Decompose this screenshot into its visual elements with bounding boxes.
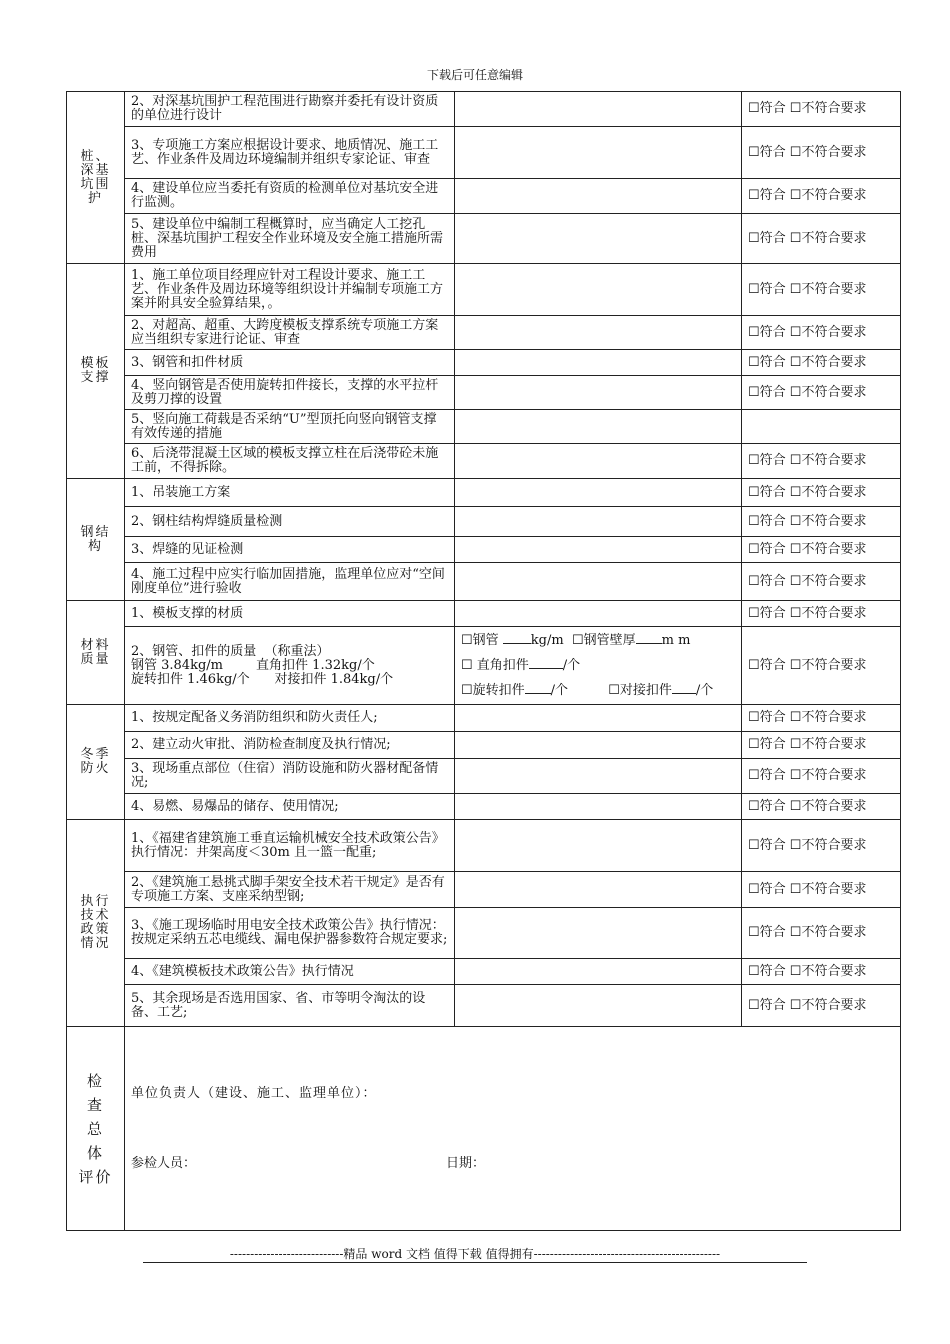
option-ok[interactable]: ☐符合 [748, 798, 786, 814]
result-options[interactable] [742, 214, 901, 264]
table-row [67, 537, 901, 563]
record-cell[interactable] [455, 705, 742, 732]
option-ok[interactable]: ☐符合 [748, 324, 786, 340]
category-evaluation: 检 查 总 体 评价 [67, 1027, 125, 1231]
option-ok[interactable]: ☐符合 [748, 484, 786, 500]
result-options[interactable] [742, 601, 901, 627]
record-cell[interactable] [455, 92, 742, 127]
result-options[interactable] [742, 872, 901, 908]
table-row [67, 601, 901, 627]
result-options[interactable] [742, 985, 901, 1027]
option-ok[interactable]: ☐符合 [748, 281, 786, 297]
category-policy: 执行技术政策情况 [67, 820, 125, 1027]
option-not-ok[interactable]: ☐不符合要求 [789, 230, 867, 246]
weight-fields [455, 627, 742, 705]
check-item: 4、竖向钢管是否使用旋转扣件接长，支撑的水平拉杆及剪刀撑的设置 [125, 376, 455, 410]
right-angle-input[interactable] [529, 656, 563, 669]
wall-thickness-input[interactable] [636, 631, 662, 644]
table-row [67, 479, 901, 507]
record-cell[interactable] [455, 214, 742, 264]
check-item: 6、后浇带混凝土区域的模板支撑立柱在后浇带砼未施工前，不得拆除。 [125, 444, 455, 479]
category-formwork: 模板支撑 [67, 264, 125, 479]
option-not-ok[interactable]: ☐不符合要求 [789, 768, 867, 783]
check-item: 2、建立动火审批、消防检查制度及执行情况; [125, 732, 455, 759]
option-not-ok[interactable]: ☐不符合要求 [789, 925, 867, 940]
result-options[interactable] [742, 794, 901, 820]
weight-pipe-right-angle: 钢管 3.84kg/m 直角扣件 1.32kg/个 [131, 657, 375, 673]
option-ok[interactable]: ☐符合 [748, 997, 786, 1013]
table-row [67, 872, 901, 908]
table-row [67, 563, 901, 601]
check-item: 5、竖向施工荷载是否采纳“U”型顶托向竖向钢管支撑有效传递的措施 [125, 410, 455, 444]
option-ok[interactable]: ☐符合 [748, 453, 786, 468]
option-ok[interactable]: ☐符合 [748, 573, 786, 589]
table-row [67, 507, 901, 537]
category-steel: 钢结构 [67, 479, 125, 601]
table-row [67, 985, 901, 1027]
check-item: 2、对深基坑围护工程范围进行勘察并委托有设计资质的单位进行设计 [125, 92, 455, 127]
option-not-ok[interactable]: ☐不符合要求 [789, 281, 867, 297]
table-row [67, 759, 901, 794]
record-cell[interactable] [455, 959, 742, 985]
table-row [67, 127, 901, 179]
table-row [67, 444, 901, 479]
option-not-ok[interactable]: ☐不符合要求 [789, 384, 867, 400]
option-ok[interactable]: ☐符合 [748, 881, 786, 897]
category-pile: 桩、深基坑围护 [67, 92, 125, 264]
option-ok[interactable]: ☐符合 [748, 837, 786, 853]
record-cell[interactable] [455, 350, 742, 376]
butt-unit: /个 [695, 683, 714, 698]
participants-label: 参检人员： [131, 1155, 197, 1171]
check-item: 4、易燃、易爆品的储存、使用情况; [125, 794, 455, 820]
check-item: 3、《施工现场临时用电安全技术政策公告》执行情况：按规定采纳五芯电缆线、漏电保护器参数符合规定要求; [125, 908, 455, 959]
record-cell[interactable] [455, 872, 742, 908]
option-ok[interactable]: ☐符合 [748, 541, 786, 557]
option-ok[interactable]: ☐符合 [748, 605, 786, 621]
check-item: 3、焊缝的见证检测 [125, 537, 455, 563]
steel-pipe-checkbox[interactable]: ☐钢管 [461, 633, 503, 648]
wall-thickness-unit: m m [661, 633, 691, 648]
swivel-unit: /个 [550, 683, 569, 698]
table-row [67, 794, 901, 820]
check-item: 1、模板支撑的材质 [125, 601, 455, 627]
result-options[interactable] [742, 264, 901, 316]
table-row [67, 1027, 901, 1231]
result-options[interactable] [742, 820, 901, 872]
result-empty[interactable] [742, 410, 901, 444]
result-options[interactable] [742, 316, 901, 350]
result-options[interactable] [742, 563, 901, 601]
option-ok[interactable]: ☐符合 [748, 963, 786, 979]
table-row [67, 376, 901, 410]
footer-divider [143, 1262, 807, 1263]
result-options[interactable] [742, 705, 901, 732]
table-row [67, 627, 901, 705]
weight-title: 2、钢管、扣件的质量 （称重法） [131, 643, 330, 659]
right-angle-checkbox[interactable]: ☐ 直角扣件 [461, 658, 529, 673]
option-not-ok[interactable]: ☐不符合要求 [789, 997, 867, 1013]
butt-checkbox[interactable]: ☐对接扣件 [608, 683, 672, 698]
wall-thickness-checkbox[interactable]: ☐钢管壁厚 [571, 633, 636, 648]
option-not-ok[interactable]: ☐不符合要求 [789, 881, 867, 897]
record-cell[interactable] [455, 179, 742, 214]
record-cell[interactable] [455, 316, 742, 350]
record-cell[interactable] [455, 376, 742, 410]
option-not-ok[interactable]: ☐不符合要求 [789, 513, 867, 529]
record-cell[interactable] [455, 444, 742, 479]
option-not-ok[interactable]: ☐不符合要求 [789, 737, 867, 752]
option-not-ok[interactable]: ☐不符合要求 [789, 453, 867, 468]
responsible-label: 单位负责人（建设、施工、监理单位）： [131, 1085, 377, 1101]
check-item: 2、《建筑施工悬挑式脚手架安全技术若干规定》是否有专项施工方案、支座采纳型钢; [125, 872, 455, 908]
table-row [67, 732, 901, 759]
result-options[interactable] [742, 92, 901, 127]
record-cell[interactable] [455, 479, 742, 507]
table-row [67, 959, 901, 985]
option-ok[interactable]: ☐符合 [748, 513, 786, 529]
swivel-checkbox[interactable]: ☐旋转扣件 [461, 683, 525, 698]
sign-row [131, 1157, 894, 1171]
check-item: 1、施工单位项目经理应针对工程设计要求、施工工艺、作业条件及周边环境等组织设计并编制专项施工方案并附具安全验算结果，。 [125, 264, 455, 316]
result-options[interactable] [742, 959, 901, 985]
result-options[interactable] [742, 179, 901, 214]
result-options[interactable] [742, 479, 901, 507]
record-cell[interactable] [455, 820, 742, 872]
category-winter: 冬季防火 [67, 705, 125, 820]
option-ok[interactable]: ☐符合 [748, 925, 786, 940]
record-cell[interactable] [455, 410, 742, 444]
record-cell[interactable] [455, 563, 742, 601]
option-not-ok[interactable]: ☐不符合要求 [789, 144, 867, 160]
category-material: 材料质量 [67, 601, 125, 705]
table-row [67, 92, 901, 127]
check-item: 1、《福建省建筑施工垂直运输机械安全技术政策公告》执行情况：井架高度＜30m 且一篮一配重; [125, 820, 455, 872]
option-not-ok[interactable]: ☐不符合要求 [789, 605, 867, 621]
option-not-ok[interactable]: ☐不符合要求 [789, 710, 867, 725]
option-ok[interactable]: ☐符合 [748, 710, 786, 725]
check-item: 1、按规定配备义务消防组织和防火责任人; [125, 705, 455, 732]
table-row [67, 264, 901, 316]
option-not-ok[interactable]: ☐不符合要求 [789, 657, 867, 673]
evaluation-area[interactable] [125, 1027, 901, 1231]
record-cell[interactable] [455, 985, 742, 1027]
option-not-ok[interactable]: ☐不符合要求 [789, 798, 867, 814]
option-ok[interactable]: ☐符合 [748, 768, 786, 783]
table-row [67, 705, 901, 732]
table-row [67, 908, 901, 959]
option-ok[interactable]: ☐符合 [748, 101, 786, 116]
swivel-input[interactable] [525, 681, 551, 694]
option-not-ok[interactable]: ☐不符合要求 [789, 101, 867, 116]
check-item: 3、专项施工方案应根据设计要求、地质情况、施工工艺、作业条件及周边环境编制并组织专家论证、审查 [125, 127, 455, 179]
option-ok[interactable]: ☐符合 [748, 737, 786, 752]
right-angle-unit: /个 [562, 658, 581, 673]
check-item: 5、其余现场是否选用国家、省、市等明令淘汰的设备、工艺; [125, 985, 455, 1027]
check-item: 4、建设单位应当委托有资质的检测单位对基坑安全进行监测。 [125, 179, 455, 214]
check-item: 2、对超高、超重、大跨度模板支撑系统专项施工方案应当组织专家进行论证、审查 [125, 316, 455, 350]
result-options[interactable] [742, 537, 901, 563]
result-options[interactable] [742, 507, 901, 537]
option-not-ok[interactable]: ☐不符合要求 [789, 837, 867, 853]
check-item: 4、《建筑模板技术政策公告》执行情况 [125, 959, 455, 985]
result-options[interactable] [742, 350, 901, 376]
table-row [67, 214, 901, 264]
option-ok[interactable]: ☐符合 [748, 144, 786, 160]
check-item-weights [125, 627, 455, 705]
option-not-ok[interactable]: ☐不符合要求 [789, 963, 867, 979]
option-not-ok[interactable]: ☐不符合要求 [789, 541, 867, 557]
option-ok[interactable]: ☐符合 [748, 354, 786, 370]
record-cell[interactable] [455, 507, 742, 537]
inspection-table [66, 91, 901, 1231]
option-ok[interactable]: ☐符合 [748, 384, 786, 400]
option-not-ok[interactable]: ☐不符合要求 [789, 324, 867, 340]
check-item: 2、钢柱结构焊缝质量检测 [125, 507, 455, 537]
record-cell[interactable] [455, 264, 742, 316]
check-item: 4、施工过程中应实行临加固措施，监理单位应对“空间刚度单位”进行验收 [125, 563, 455, 601]
table-row [67, 820, 901, 872]
result-options[interactable] [742, 444, 901, 479]
option-not-ok[interactable]: ☐不符合要求 [789, 354, 867, 370]
result-options[interactable] [742, 127, 901, 179]
table-row [67, 350, 901, 376]
record-cell[interactable] [455, 127, 742, 179]
result-options[interactable] [742, 376, 901, 410]
footer-note: ----------------------------精品 word 文档 值得下载 值得拥有---------------------------------------------- [229, 1247, 721, 1261]
butt-input[interactable] [672, 681, 696, 694]
table-row [67, 179, 901, 214]
weight-swivel-butt: 旋转扣件 1.46kg/个 对接扣件 1.84kg/个 [131, 671, 394, 687]
check-item: 3、钢管和扣件材质 [125, 350, 455, 376]
steel-pipe-input[interactable] [503, 631, 531, 644]
record-cell[interactable] [455, 794, 742, 820]
record-cell[interactable] [455, 601, 742, 627]
check-item: 1、吊装施工方案 [125, 479, 455, 507]
record-cell[interactable] [455, 732, 742, 759]
result-options[interactable] [742, 908, 901, 959]
table-row [67, 410, 901, 444]
option-ok[interactable]: ☐符合 [748, 230, 786, 246]
result-options[interactable] [742, 759, 901, 794]
steel-pipe-unit: kg/m [530, 633, 564, 648]
option-ok[interactable]: ☐符合 [748, 657, 786, 673]
result-options[interactable] [742, 627, 901, 705]
option-not-ok[interactable]: ☐不符合要求 [789, 484, 867, 500]
option-ok[interactable]: ☐符合 [748, 188, 786, 203]
option-not-ok[interactable]: ☐不符合要求 [789, 573, 867, 589]
result-options[interactable] [742, 732, 901, 759]
date-label: 日期： [446, 1155, 486, 1171]
option-not-ok[interactable]: ☐不符合要求 [789, 188, 867, 203]
check-item: 5、建设单位中编制工程概算时，应当确定人工挖孔桩、深基坑围护工程安全作业环境及安全施工措施所需费用 [125, 214, 455, 264]
record-cell[interactable] [455, 908, 742, 959]
record-cell[interactable] [455, 759, 742, 794]
header-note: 下载后可任意编辑 [426, 68, 523, 82]
table-row [67, 316, 901, 350]
check-item: 3、现场重点部位（住宿）消防设施和防火器材配备情况; [125, 759, 455, 794]
record-cell[interactable] [455, 537, 742, 563]
